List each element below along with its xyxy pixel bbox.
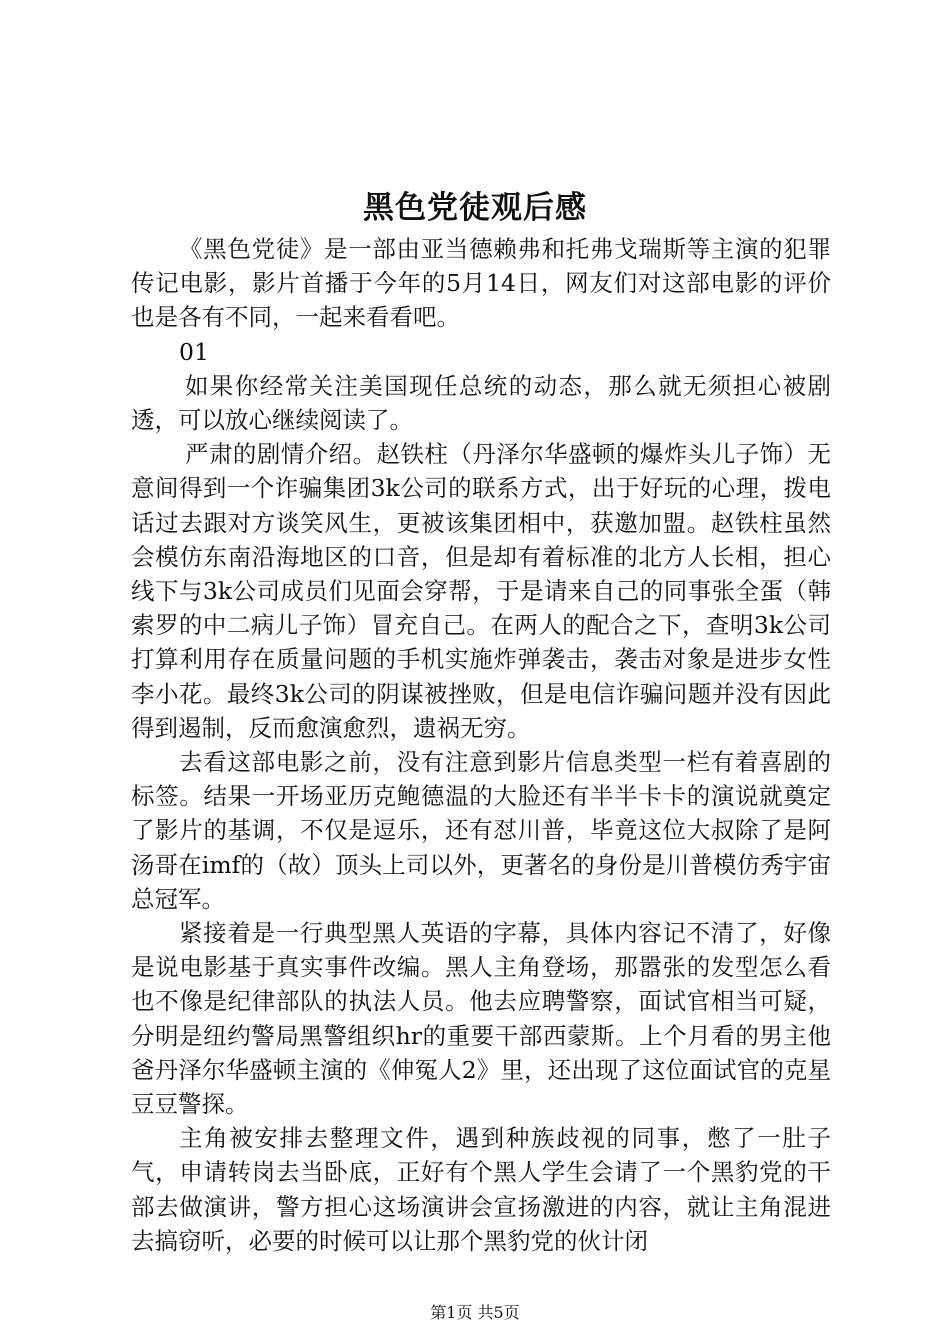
document-title: 黑色党徒观后感 [363,190,587,226]
paragraph-protagonist: 紧接着是一行典型黑人英语的字幕，具体内容记不清了，好像是说电影基于真实事件改编。黑人主角登场，那嚣张的发型怎么看也不像是纪律部队的执法人员。他去应聘警察，面试官相当可疑，分明是纽约警局黑警组织hr的重要干部西蒙斯。上个月看的男主他爸丹泽尔华盛顿主演的《伸冤人2》里，还出现了这位面试官的克星豆豆警探。 [131,919,831,1119]
section-number: 01 [179,337,209,366]
paragraph-intro: 《黑色党徒》是一部由亚当德赖弗和托弗戈瑞斯等主演的犯罪传记电影，影片首播于今年的5月14日，网友们对这部电影的评价也是各有不同，一起来看看吧。 [131,235,831,332]
paragraph-spoiler-note: 如果你经常关注美国现任总统的动态，那么就无须担心被剧透，可以放心继续阅读了。 [131,371,831,435]
paragraph-plot-summary: 严肃的剧情介绍。赵铁柱（丹泽尔华盛顿的爆炸头儿子饰）无意间得到一个诈骗集团3k公司的联系方式，出于好玩的心理，拨电话过去跟对方谈笑风生，更被该集团相中，获邀加盟。赵铁柱虽然会模仿东南沿海地区的口音，但是却有着标准的北方人长相，担心线下与3k公司成员们见面会穿帮，于是请来自己的同事张全蛋（韩索罗的中二病儿子饰）冒充自己。在两人的配合之下，查明3k公司打算利用存在质量问题的手机实施炸弹袭击，袭击对象是进步女性李小花。最终3k公司的阴谋被挫败，但是电信诈骗问题并没有因此得到遏制，反而愈演愈烈，遗祸无穷。 [131,440,831,742]
paragraph-undercover: 主角被安排去整理文件，遇到种族歧视的同事，憋了一肚子气，申请转岗去当卧底，正好有个黑人学生会请了一个黑豹党的干部去做演讲，警方担心这场演讲会宣扬激进的内容，就让主角混进去搞窃听，必要的时候可以让那个黑豹党的伙计闭 [131,1124,831,1255]
page-footer: 第1页 共5页 [430,1303,520,1322]
paragraph-opening: 去看这部电影之前，没有注意到影片信息类型一栏有着喜剧的标签。结果一开场亚历克鲍德温的大脸还有半半卡卡的演说就奠定了影片的基调，不仅是逗乐，还有怼川普，毕竟这位大叔除了是阿汤哥在imf的（故）顶头上司以外，更著名的身份是川普模仿秀宇宙总冠军。 [131,748,831,913]
document-body [131,232,831,1258]
